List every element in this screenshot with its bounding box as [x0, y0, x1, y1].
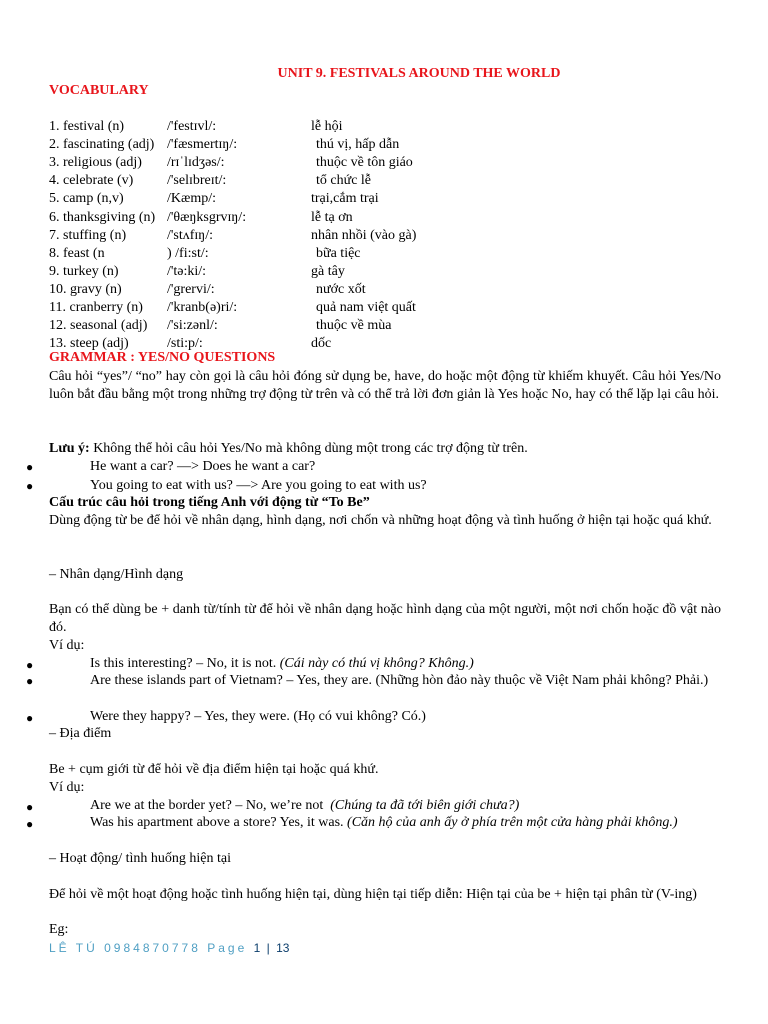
vocab-meaning: gà tây: [311, 263, 345, 279]
section-location-title: – Địa điểm: [49, 726, 112, 741]
section-identity-title: – Nhân dạng/Hình dạng: [49, 567, 184, 582]
example-vietnamese: (Chúng ta đã tới biên giới chưa?): [330, 798, 520, 813]
vocab-meaning: nước xốt: [316, 281, 366, 297]
note-bullet-1: He want a car? —> Does he want a car?: [90, 459, 316, 474]
location-example-2: [49, 814, 721, 832]
tobe-heading: Cấu trúc câu hỏi trong tiếng Anh với động từ “To Be”: [49, 495, 370, 510]
vocab-word: 11. cranberry (n): [49, 300, 143, 315]
note-bullet-2: You going to eat with us? —> Are you going to eat with us?: [90, 478, 427, 493]
vocab-word: 4. celebrate (v): [49, 173, 134, 189]
bullet-icon: ●: [26, 674, 34, 688]
vocab-word: 1. festival (n): [49, 119, 125, 134]
vocab-pronunciation: /'tə:ki/:: [167, 263, 207, 279]
bullet-icon: ●: [26, 460, 34, 474]
vocab-pronunciation: /'festɪvl/:: [167, 119, 217, 134]
vocabulary-heading: VOCABULARY: [49, 83, 149, 98]
vocab-pronunciation: /'kranb(ə)ri/:: [167, 300, 238, 315]
bullet-icon: ●: [26, 800, 34, 814]
vocab-meaning: bữa tiệc: [316, 245, 361, 261]
vocab-meaning: dốc: [311, 336, 332, 352]
note-line: [49, 440, 721, 458]
section-activity-text: Để hỏi về một hoạt động hoặc tình huống hiện tại, dùng hiện tại tiếp diễn: Hiện tại của be + hiện tại phân từ (V-ing): [49, 887, 697, 902]
vocab-pronunciation: /'selɪbreɪt/:: [167, 173, 227, 189]
intro-paragraph: Câu hỏi “yes”/ “no” hay còn gọi là câu hỏi đóng sử dụng be, have, do hoặc một động từ khiếm khuyết. Câu hỏi Yes/No luôn bắt đầu bằng một trong những trợ động từ trên và có thể trả lời đơn giản là Yes hoặc No, hay có thể lặp lại câu hỏi.: [49, 369, 721, 402]
vocab-meaning: nhân nhồi (vào gà): [311, 227, 417, 243]
vocab-meaning: trại,cắm trại: [311, 191, 379, 207]
vocab-meaning: quả nam việt quất: [316, 300, 416, 315]
vocab-word: 7. stuffing (n): [49, 227, 127, 243]
identity-example-1: [90, 655, 721, 673]
vocab-pronunciation: /rɪˈlɪdʒəs/:: [167, 155, 225, 171]
vocab-word: 6. thanksgiving (n): [49, 209, 156, 225]
vocab-meaning: thuộc về mùa: [316, 318, 392, 334]
vocab-meaning: tổ chức lễ: [316, 173, 372, 189]
section-identity-text: Bạn có thể dùng be + danh từ/tính từ để hỏi về nhân dạng hoặc hình dạng của một người, một nơi chốn hoặc đồ vật nào đó.: [49, 602, 721, 635]
vocab-word: 2. fascinating (adj): [49, 137, 155, 153]
vocab-pronunciation: /'θæŋksgrvɪŋ/:: [167, 209, 247, 225]
section-activity-title: – Hoạt động/ tình huống hiện tại: [49, 851, 231, 866]
footer-page-number: 1: [253, 941, 261, 955]
vocab-meaning: thú vị, hấp dẫn: [316, 137, 400, 153]
vocab-word: 5. camp (n,v): [49, 191, 124, 207]
vocab-word: 9. turkey (n): [49, 263, 119, 279]
example-label: Ví dụ:: [49, 638, 85, 653]
note-label: Lưu ý:: [49, 441, 90, 456]
vocab-word: 13. steep (adj): [49, 336, 129, 352]
vocab-meaning: lễ hội: [311, 119, 343, 134]
identity-example-2: Are these islands part of Vietnam? – Yes, they are. (Những hòn đảo này thuộc về Việt Nam phải không? Phải.): [90, 673, 709, 688]
vocab-pronunciation: /'grervi/:: [167, 281, 215, 297]
footer-separator: |: [266, 941, 270, 955]
vocab-pronunciation: /'si:zənl/:: [167, 318, 218, 334]
page-footer: [49, 941, 289, 955]
bullet-icon: ●: [26, 711, 34, 725]
tobe-paragraph: Dùng động từ be để hỏi về nhân dạng, hình dạng, nơi chốn và những hoạt động và tình huống ở hiện tại hoặc quá khứ.: [49, 513, 712, 528]
bullet-icon: ●: [26, 658, 34, 672]
vocab-meaning: thuộc về tôn giáo: [316, 155, 413, 171]
example-label: Ví dụ:: [49, 780, 85, 795]
bullet-icon: ●: [26, 817, 34, 831]
unit-title: UNIT 9. FESTIVALS AROUND THE WORLD: [277, 66, 561, 81]
footer-total-pages: 13: [276, 941, 290, 955]
example-vietnamese: (Căn hộ của anh ấy ở phía trên một cửa hàng phải không.): [347, 815, 678, 830]
location-example-1: [90, 797, 721, 815]
vocab-pronunciation: /'stʌfɪŋ/:: [167, 227, 214, 243]
note-text: Không thể hỏi câu hỏi Yes/No mà không dùng một trong các trợ động từ trên.: [89, 441, 528, 456]
vocab-word: 8. feast (n: [49, 245, 105, 261]
example-english: Was his apartment above a store? Yes, it was.: [90, 815, 344, 830]
section-location-text: Be + cụm giới từ để hỏi về địa điểm hiện tại hoặc quá khứ.: [49, 762, 379, 777]
identity-example-3: Were they happy? – Yes, they were. (Họ có vui không? Có.): [90, 709, 426, 724]
vocab-word: 12. seasonal (adj): [49, 318, 148, 334]
eg-label: Eg:: [49, 922, 69, 937]
example-english: Are we at the border yet? – No, we’re not: [90, 798, 324, 813]
vocab-pronunciation: /Kæmp/:: [167, 191, 217, 207]
footer-author: LÊ TÚ 0984870778: [49, 941, 201, 955]
vocab-word: 10. gravy (n): [49, 281, 122, 297]
grammar-heading: GRAMMAR : YES/NO QUESTIONS: [49, 350, 276, 365]
vocab-pronunciation: /'fæsmertɪŋ/:: [167, 137, 238, 153]
footer-page-word: Page: [207, 941, 248, 955]
vocab-pronunciation: /sti:p/:: [167, 336, 203, 352]
example-english: Is this interesting? – No, it is not.: [90, 656, 277, 671]
example-vietnamese: (Cái này có thú vị không? Không.): [279, 656, 474, 671]
vocab-meaning: lễ tạ ơn: [311, 209, 353, 225]
vocab-pronunciation: ) /fi:st/:: [167, 245, 209, 261]
vocab-word: 3. religious (adj): [49, 155, 142, 171]
bullet-icon: ●: [26, 479, 34, 493]
